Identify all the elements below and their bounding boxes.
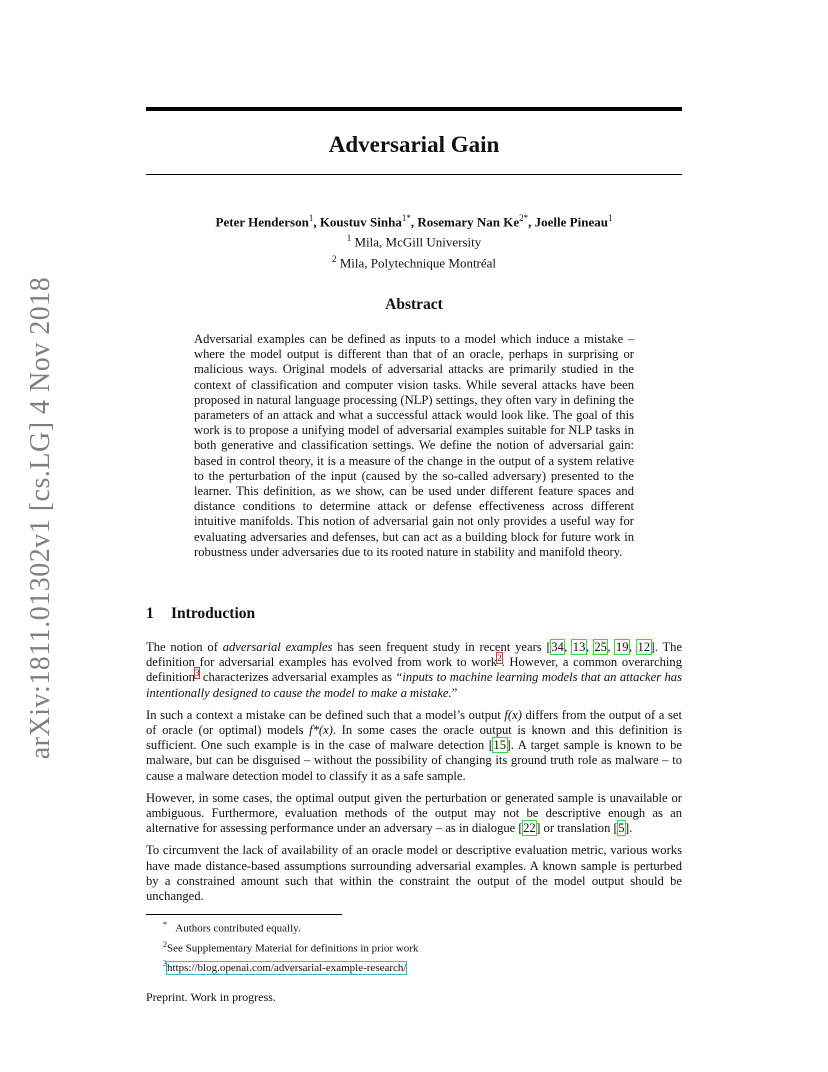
footnote-mark: 3	[163, 959, 167, 969]
author-name: Joelle Pineau	[534, 214, 608, 230]
abstract-heading: Abstract	[385, 296, 443, 313]
text-run: In such a context a mistake can be defined such that a model’s output	[146, 707, 505, 722]
text-run: . However, a common overarching definition	[146, 655, 682, 685]
paragraph: To circumvent the lack of availability of an oracle model or descriptive evaluation metric, various works have made distance-based assumptions surrounding adversarial examples. A known sample is perturbed by a constrained amount such that within the constraint the output of the model output should be unchanged.	[146, 843, 682, 904]
footnote-link[interactable]: 3	[194, 668, 200, 679]
author-block	[146, 210, 682, 271]
text-run: ] or translation [	[536, 821, 618, 836]
footnotes	[163, 917, 683, 976]
affiliation-line	[146, 251, 682, 271]
arxiv-identifier[interactable]: arXiv:1811.01302v1 [cs.LG] 4 Nov 2018	[25, 276, 56, 760]
text-run: . In some cases the oracle output is known and this definition is sufficient. One such example is in the case of malware detection [	[146, 723, 682, 753]
citation-link[interactable]: 15	[493, 738, 506, 753]
affiliation-sup: 2	[331, 253, 337, 264]
text-run: ”	[451, 685, 458, 700]
section-number: 1	[146, 605, 154, 622]
affiliation-line	[146, 230, 682, 250]
equal-contribution-mark[interactable]: *	[523, 213, 529, 223]
paragraph	[146, 791, 682, 837]
footnote	[163, 937, 683, 957]
section-heading	[146, 604, 682, 624]
affiliation-sup: 1	[346, 233, 352, 244]
author-affil-sup: 1	[607, 213, 613, 223]
text-run: has seen frequent study in recent years [	[332, 640, 551, 654]
math-expression: f*(x)	[309, 723, 333, 738]
author-list: Peter Henderson$^1$, Koustuv Sinha$^{1*}$, Rosemary Nan $Ke^{2*}$, Joelle Pineau$^1$	[215, 213, 613, 230]
title-top-rule	[146, 107, 682, 111]
author-name: Koustuv Sinha	[319, 214, 402, 230]
math-expression: f(x)	[504, 707, 522, 722]
title-bottom-rule	[146, 174, 682, 175]
text-run: However, in some cases, the optimal output given the perturbation or generated sample is unavailable or ambiguous. Furthermore, evaluation methods of the output may not be descriptive enough as an alternative for assessing performance under an adversary – as in dialogue [	[146, 790, 682, 836]
footnote-text: See Supplementary Material for definitions in prior work	[167, 942, 419, 955]
preprint-note: Preprint. Work in progress.	[146, 990, 276, 1004]
affiliation-text: Mila, Polytechnique Montréal	[339, 254, 497, 270]
citation-link[interactable]: 5	[618, 821, 625, 836]
introduction-body	[146, 640, 682, 911]
footnote-text: Authors contributed equally.	[175, 922, 301, 935]
citation-link[interactable]: 19	[615, 640, 629, 654]
text-run: ]. The definition for adversarial examples has evolved from work to work	[146, 640, 683, 670]
author-name: Rosemary Nan Ke	[417, 214, 520, 230]
footnote-rule	[146, 914, 342, 915]
author-affil-sup: 1	[401, 213, 407, 223]
paragraph: The notion of adversarial examples has seen frequent study in recent years [34, 13, 25, 19, 12]. The definition for adversarial examples has evolved from work to work$^2$. However, a common overarching definition$^3$ characterizes adversarial examples as “inputs to machine learning models that an attacker has intentionally designed to cause the model to make a mistake.”	[146, 640, 683, 700]
text-run: differs from the output of a set of oracle (or optimal) models	[146, 707, 682, 738]
footnote-mark: 2	[163, 939, 167, 949]
citation-link[interactable]: 22	[523, 821, 536, 836]
footnote	[163, 956, 683, 976]
author-affil-sup: 1	[308, 213, 314, 223]
footnote-link[interactable]: 2	[497, 653, 502, 664]
abstract-text: Adversarial examples can be defined as inputs to a model which induce a mistake – where the model output is different than that of an oracle, perhaps in surprising or malicious ways. Original models of adversarial attacks are primarily studied in the context of classification and computer vision tasks. While several attacks have been proposed in natural language processing (NLP) settings, they often vary in defining the parameters of an attack and what a successful attack would look like. The goal of this work is to propose a unifying model of adversarial examples suitable for NLP tasks in both generative and classification settings. We define the notion of adversarial gain: based in control theory, it is a measure of the change in the output of a system relative to the perturbation of the input (caused by the so-called adversary) presented to the learner. This definition, as we show, can be used under different feature spaces and distance conditions to determine attack or defense effectiveness across different intuitive manifolds. This notion of adversarial gain not only provides a useful way for evaluating adversaries and defenses, but can act as a building block for future work in robustness under adversaries due to its rooted nature in stability and manifold theory.	[194, 332, 634, 559]
text-run: The notion of	[146, 640, 223, 654]
paper-title: Adversarial Gain	[328, 132, 500, 157]
equal-contribution-mark[interactable]: *	[406, 213, 411, 223]
section-title: Introduction	[171, 605, 256, 622]
author-name: Peter Henderson	[215, 214, 309, 230]
citation-link[interactable]: 13	[572, 640, 586, 654]
author-affil-sup: 2	[519, 213, 524, 223]
affiliation-text: Mila, McGill University	[354, 234, 482, 250]
citation-link[interactable]: 25	[594, 640, 607, 654]
footnote-mark: *	[163, 920, 167, 929]
footnote	[163, 917, 683, 937]
footnote-url-link[interactable]: https://blog.openai.com/adversarial-example-research/	[167, 961, 407, 974]
text-run: characterizes adversarial examples as	[199, 670, 396, 685]
text-run: ]. A target sample is known to be malware, but can be disguised – without the possibility of changing its ground truth role as malware – to cause a malware detection model to classify it as a safe sample.	[146, 738, 682, 783]
text-run: ].	[625, 821, 633, 836]
citation-link[interactable]: 12	[637, 640, 651, 654]
quote-text: “inputs to machine learning models that an attacker has intentionally designed to cause the model to make a mistake.	[146, 670, 682, 700]
emphasis-text: adversarial examples	[222, 640, 333, 654]
paragraph	[146, 708, 682, 784]
citation-link[interactable]: 34	[551, 640, 564, 654]
